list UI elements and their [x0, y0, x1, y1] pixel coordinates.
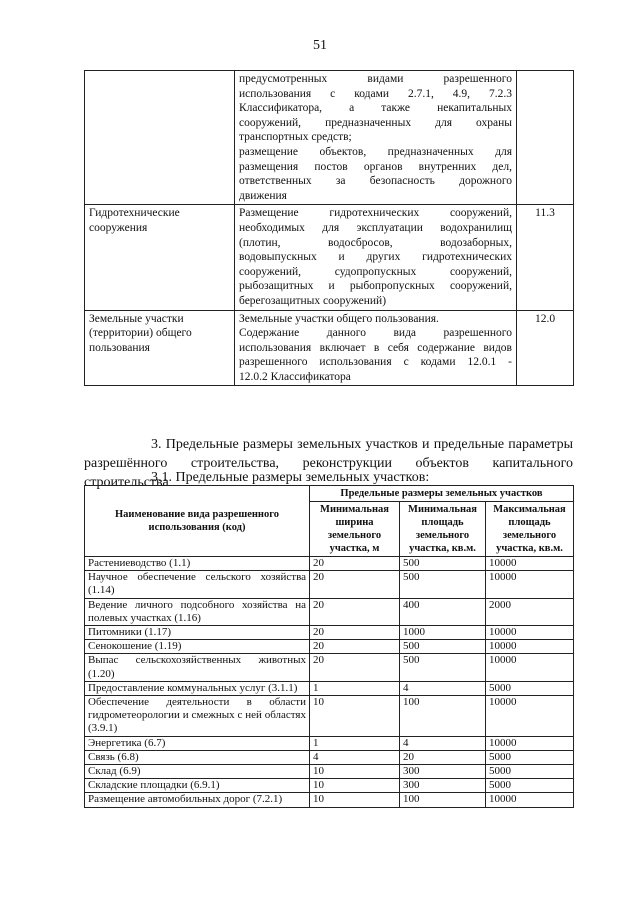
plot-size-table [84, 485, 574, 808]
use-name-cell: Складские площадки (6.9.1) [85, 779, 310, 793]
min-area-cell: 500 [400, 654, 486, 681]
use-name-cell: Научное обеспечение сельского хозяйства (1.14) [85, 571, 310, 598]
header-use-name: Наименование вида разрешенного использования (код) [85, 486, 310, 557]
min-width-cell: 20 [310, 640, 400, 654]
min-width-cell: 20 [310, 654, 400, 681]
use-description-cell: Размещение гидротехнических сооружений, необходимых для эксплуатации водохранилищ (плотин, водосбросов, водозаборных, водовыпускных и других гидротехнических сооружений, судопропускных сооружений, рыбозащитных и рыбопропускных сооружений, берегозащитных сооружений) [235, 205, 517, 310]
min-area-cell: 4 [400, 681, 486, 695]
max-area-cell: 10000 [486, 557, 574, 571]
max-area-cell: 5000 [486, 765, 574, 779]
min-area-cell: 400 [400, 598, 486, 625]
section-3-heading: 3. Предельные размеры земельных участков и предельные параметры разрешённого строительства, реконструкции объектов капитального строительства [84, 437, 573, 490]
max-area-cell: 10000 [486, 696, 574, 737]
table-row [85, 736, 574, 750]
header-max-area: Максимальная площадь земельного участка, кв.м. [486, 502, 574, 557]
min-area-cell: 500 [400, 557, 486, 571]
min-width-cell: 1 [310, 736, 400, 750]
min-area-cell: 500 [400, 571, 486, 598]
min-width-cell: 20 [310, 598, 400, 625]
table-row [85, 750, 574, 764]
header-min-area: Минимальная площадь земельного участка, кв.м. [400, 502, 486, 557]
header-group: Предельные размеры земельных участков [310, 486, 574, 502]
table-row [85, 557, 574, 571]
min-area-cell: 500 [400, 640, 486, 654]
use-code-cell [517, 71, 574, 205]
table-row [85, 640, 574, 654]
min-area-cell: 300 [400, 779, 486, 793]
section-3-1-heading: 3.1. Предельные размеры земельных участков: [151, 470, 430, 485]
min-area-cell: 300 [400, 765, 486, 779]
table-row [85, 71, 574, 205]
use-name-cell: Предоставление коммунальных услуг (3.1.1) [85, 681, 310, 695]
use-name-cell: Выпас сельскохозяйственных животных (1.20) [85, 654, 310, 681]
max-area-cell: 10000 [486, 626, 574, 640]
min-width-cell: 10 [310, 696, 400, 737]
min-area-cell: 100 [400, 696, 486, 737]
plot-size-table-body [85, 557, 574, 808]
use-code-cell: 12.0 [517, 310, 574, 386]
use-name-cell: Ведение личного подсобного хозяйства на полевых участках (1.16) [85, 598, 310, 625]
max-area-cell: 5000 [486, 750, 574, 764]
table-row [85, 793, 574, 807]
table-row [85, 779, 574, 793]
min-width-cell: 20 [310, 557, 400, 571]
max-area-cell: 5000 [486, 779, 574, 793]
table-row [85, 571, 574, 598]
max-area-cell: 2000 [486, 598, 574, 625]
land-use-table [84, 70, 574, 386]
use-description-cell: Земельные участки общего пользования. Содержание данного вида разрешенного использования включает в себя содержание видов разрешенного использования с кодами 12.0.1 - 12.0.2 Классификатора [235, 310, 517, 386]
use-name-cell [85, 71, 235, 205]
use-name-cell: Связь (6.8) [85, 750, 310, 764]
min-width-cell: 20 [310, 571, 400, 598]
table-row [85, 626, 574, 640]
max-area-cell: 10000 [486, 640, 574, 654]
use-name-cell: Питомники (1.17) [85, 626, 310, 640]
table-row [85, 654, 574, 681]
min-area-cell: 20 [400, 750, 486, 764]
min-width-cell: 20 [310, 626, 400, 640]
max-area-cell: 10000 [486, 571, 574, 598]
use-name-cell: Гидротехнические сооружения [85, 205, 235, 310]
table-header-row [85, 486, 574, 502]
table-row [85, 310, 574, 386]
use-name-cell: Сенокошение (1.19) [85, 640, 310, 654]
header-min-width: Минимальная ширина земельного участка, м [310, 502, 400, 557]
page-number: 51 [313, 38, 327, 53]
min-area-cell: 1000 [400, 626, 486, 640]
use-name-cell: Склад (6.9) [85, 765, 310, 779]
max-area-cell: 10000 [486, 793, 574, 807]
max-area-cell: 5000 [486, 681, 574, 695]
table-row [85, 205, 574, 310]
max-area-cell: 10000 [486, 736, 574, 750]
table-row [85, 765, 574, 779]
min-width-cell: 1 [310, 681, 400, 695]
min-width-cell: 10 [310, 779, 400, 793]
max-area-cell: 10000 [486, 654, 574, 681]
min-width-cell: 10 [310, 793, 400, 807]
table-row [85, 681, 574, 695]
use-description-cell: предусмотренных видами разрешенного использования с кодами 2.7.1, 4.9, 7.2.3 Классификатора, а также некапитальных сооружений, предназначенных для охраны транспортных средств; размещение объектов, предназначенных для размещения постов органов внутренних дел, ответственных за безопасность дорожного движения [235, 71, 517, 205]
use-name-cell: Растениеводство (1.1) [85, 557, 310, 571]
table-row [85, 696, 574, 737]
use-name-cell: Энергетика (6.7) [85, 736, 310, 750]
use-name-cell: Обеспечение деятельности в области гидрометеорологии и смежных с ней областях (3.9.1) [85, 696, 310, 737]
min-width-cell: 4 [310, 750, 400, 764]
table-row [85, 598, 574, 625]
min-area-cell: 100 [400, 793, 486, 807]
use-name-cell: Земельные участки (территории) общего пользования [85, 310, 235, 386]
min-width-cell: 10 [310, 765, 400, 779]
use-name-cell: Размещение автомобильных дорог (7.2.1) [85, 793, 310, 807]
use-code-cell: 11.3 [517, 205, 574, 310]
min-area-cell: 4 [400, 736, 486, 750]
